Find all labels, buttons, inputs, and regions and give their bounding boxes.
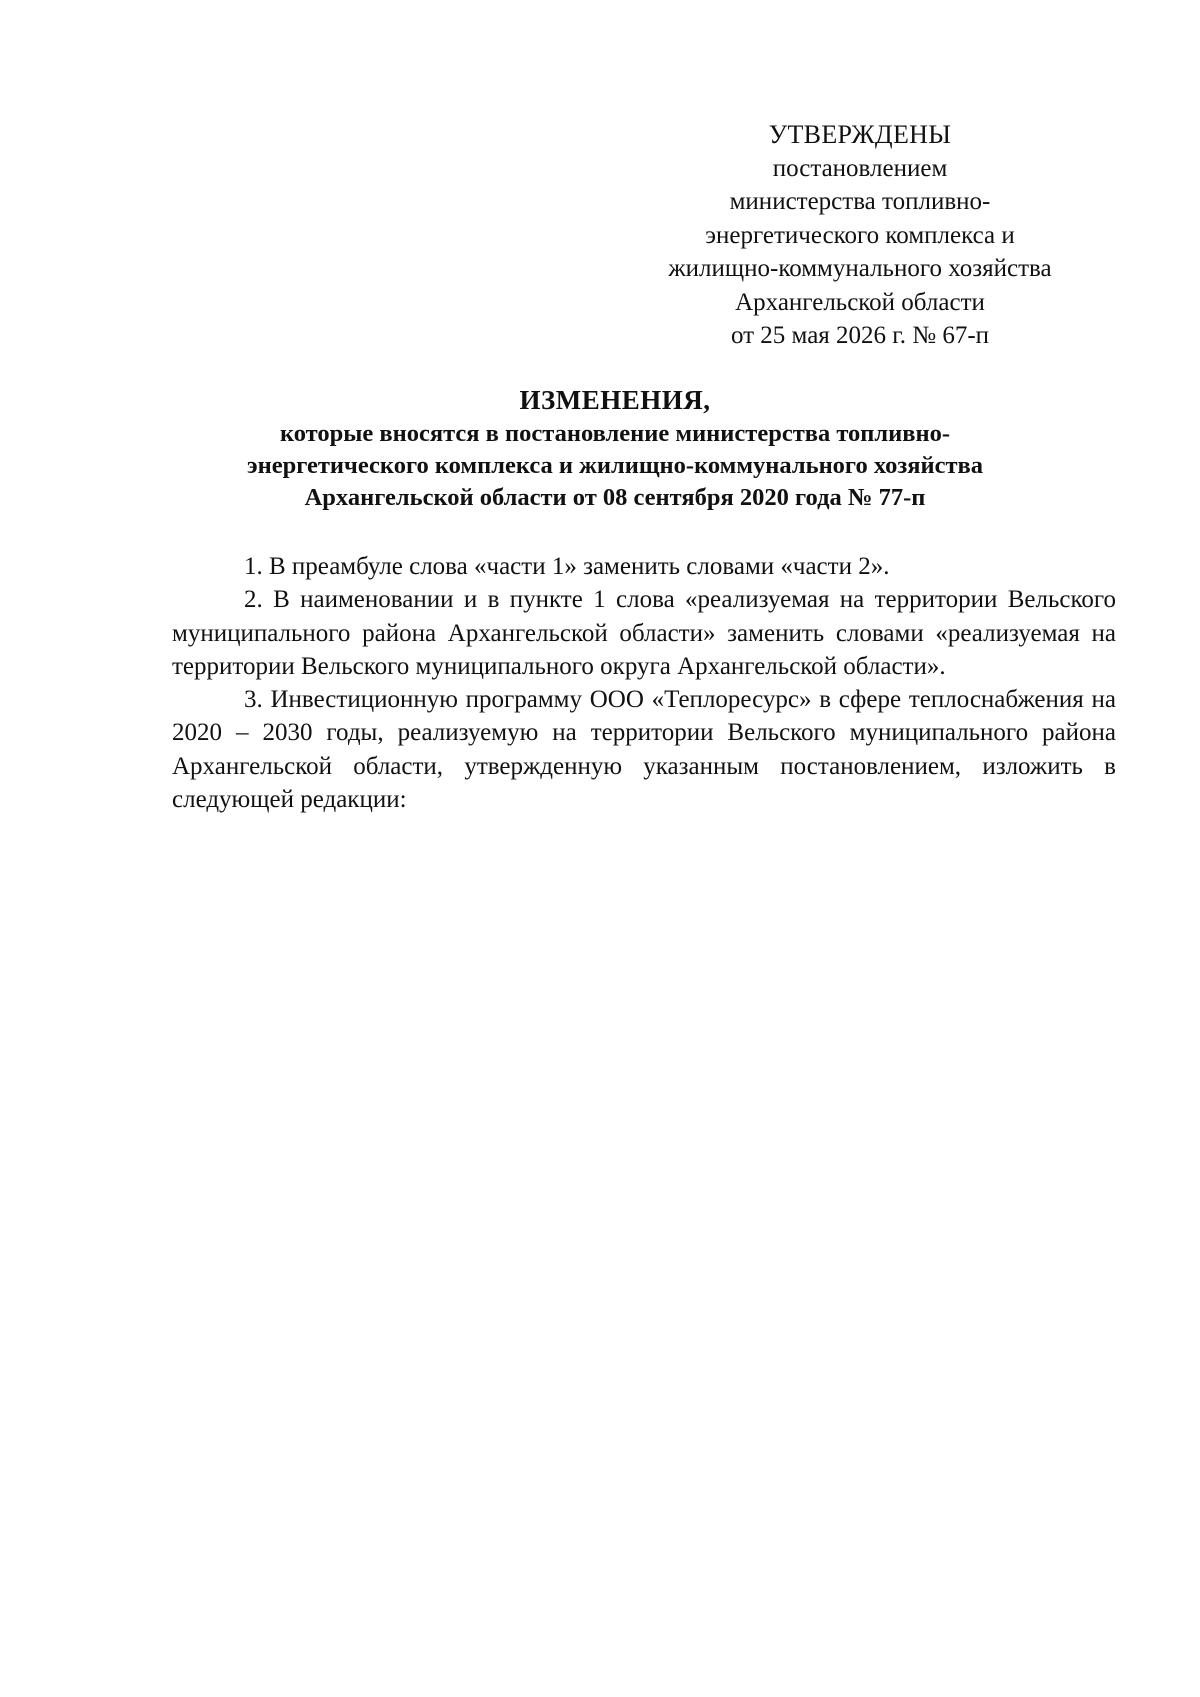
approval-line: Архангельской области	[735, 288, 985, 316]
approval-line: энергетического комплекса и	[705, 221, 1015, 249]
document-subtitle-line: энергетического комплекса и жилищно-коммунального хозяйства	[247, 452, 983, 479]
document-subtitle-line: которые вносятся в постановление министерства топливно-	[279, 420, 951, 447]
approval-line: министерства топливно-	[729, 188, 991, 215]
amendment-item-3: 3. Инвестиционную программу ООО «Теплоресурс» в сфере теплоснабжения на 2020 – 2030 годы, реализуемую на территории Вельского муниципального района Архангельской области, утвержденную указанным постановлением, изложить в следующей редакции:	[172, 686, 1116, 814]
approval-line: жилищно-коммунального хозяйства	[668, 255, 1052, 282]
approval-stamp-block	[600, 118, 1120, 353]
document-subtitle-line: Архангельской области от 08 сентября 2020 года № 77-п	[304, 484, 926, 511]
approval-line: от 25 мая 2026 г. № 67-п	[730, 322, 990, 349]
amendment-item-2: 2. В наименовании и в пункте 1 слова «реализуемая на территории Вельского муниципального района Архангельской области» заменить словами «реализуемая на территории Вельского муниципального округа Архангельской области».	[172, 586, 1116, 680]
approval-heading: УТВЕРЖДЕНЫ	[768, 120, 952, 149]
amendment-item-1: 1. В преамбуле слова «части 1» заменить словами «части 2».	[244, 553, 890, 580]
document-title-block	[150, 382, 1080, 514]
approval-line: постановлением	[772, 154, 948, 182]
document-body	[172, 550, 1116, 816]
document-title: ИЗМЕНЕНИЯ,	[519, 385, 711, 415]
